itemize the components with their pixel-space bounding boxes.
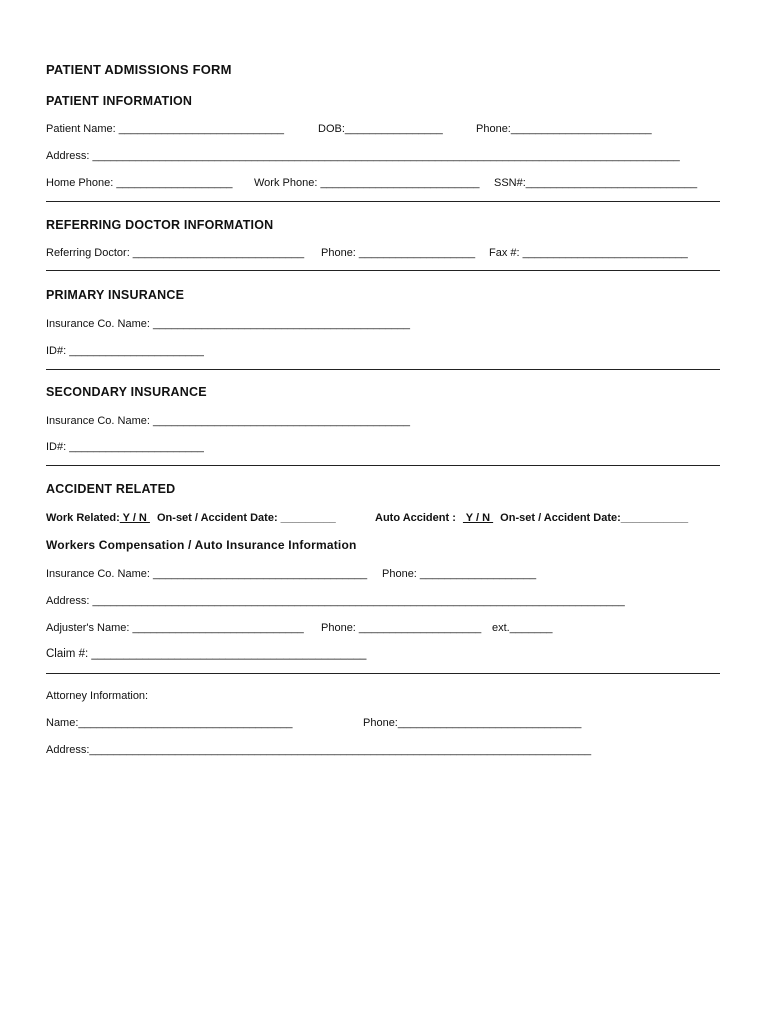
- patient-phone-field[interactable]: Phone:_______________________: [476, 123, 652, 135]
- referring-doctor-heading: REFERRING DOCTOR INFORMATION: [46, 218, 274, 232]
- secondary-insurance-company-field[interactable]: Insurance Co. Name: __________________________________________: [46, 415, 410, 427]
- patient-address-field[interactable]: Address: ________________________________________________________________________________________________: [46, 150, 680, 162]
- adjuster-phone-field[interactable]: Phone: ____________________: [321, 622, 482, 634]
- referring-doctor-field[interactable]: Referring Doctor: ____________________________: [46, 247, 305, 259]
- section-divider: [46, 673, 720, 674]
- section-divider: [46, 465, 720, 466]
- workers-comp-heading: Workers Compensation / Auto Insurance Information: [46, 538, 357, 552]
- auto-onset-date-field[interactable]: On-set / Accident Date:___________: [500, 512, 689, 524]
- workers-insurance-company-field[interactable]: Insurance Co. Name: ___________________________________: [46, 568, 368, 580]
- section-divider: [46, 270, 720, 271]
- workers-address-field[interactable]: Address: _______________________________________________________________________________________: [46, 595, 625, 607]
- adjuster-name-field[interactable]: Adjuster's Name: ____________________________: [46, 622, 304, 634]
- patient-name-field[interactable]: Patient Name: ___________________________: [46, 123, 284, 135]
- auto-accident-yn[interactable]: Y / N: [462, 512, 494, 524]
- auto-accident-label: Auto Accident :: [375, 512, 456, 524]
- primary-insurance-company-field[interactable]: Insurance Co. Name: __________________________________________: [46, 318, 410, 330]
- workers-phone-field[interactable]: Phone: ___________________: [382, 568, 537, 580]
- referring-fax-field[interactable]: Fax #: ___________________________: [489, 247, 688, 259]
- attorney-address-field[interactable]: Address:__________________________________________________________________________________: [46, 744, 592, 756]
- referring-phone-field[interactable]: Phone: ___________________: [321, 247, 476, 259]
- secondary-insurance-heading: SECONDARY INSURANCE: [46, 385, 207, 399]
- attorney-phone-field[interactable]: Phone:______________________________: [363, 717, 582, 729]
- claim-number-field[interactable]: Claim #: ___________________________________________: [46, 648, 367, 660]
- home-phone-field[interactable]: Home Phone: ___________________: [46, 177, 233, 189]
- secondary-id-field[interactable]: ID#: ______________________: [46, 441, 204, 453]
- attorney-name-field[interactable]: Name:___________________________________: [46, 717, 293, 729]
- patient-info-heading: PATIENT INFORMATION: [46, 94, 193, 108]
- work-phone-field[interactable]: Work Phone: __________________________: [254, 177, 480, 189]
- dob-field[interactable]: DOB:________________: [318, 123, 443, 135]
- primary-insurance-heading: PRIMARY INSURANCE: [46, 288, 185, 302]
- ssn-field[interactable]: SSN#:____________________________: [494, 177, 698, 189]
- accident-related-heading: ACCIDENT RELATED: [46, 482, 176, 496]
- work-related-yn[interactable]: Y / N: [119, 512, 150, 524]
- section-divider: [46, 369, 720, 370]
- attorney-info-heading: Attorney Information:: [46, 690, 149, 702]
- work-related-label: Work Related:: [46, 512, 120, 524]
- adjuster-ext-field[interactable]: ext._______: [492, 622, 553, 634]
- form-title: PATIENT ADMISSIONS FORM: [46, 62, 232, 77]
- work-onset-date-field[interactable]: On-set / Accident Date: _________: [157, 512, 336, 524]
- primary-id-field[interactable]: ID#: ______________________: [46, 345, 204, 357]
- section-divider: [46, 201, 720, 202]
